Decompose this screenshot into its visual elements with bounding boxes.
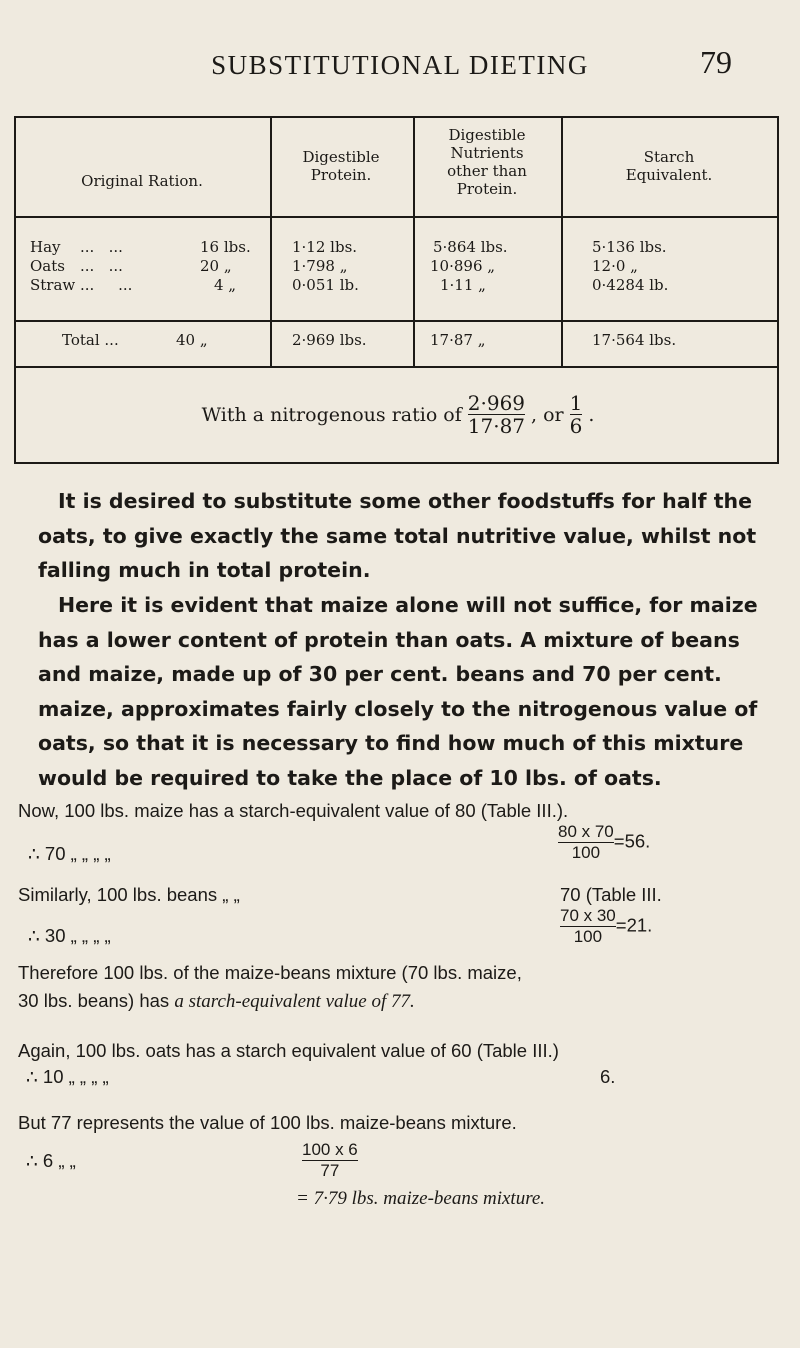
- ratio-numerator-2: 1: [569, 391, 583, 415]
- calc-line-4-result: [560, 906, 652, 947]
- nitrogenous-ratio: [48, 392, 748, 437]
- calc-fraction-2-den: 100: [573, 927, 603, 946]
- col-header-nutrients: Digestible Nutrients other than Protein.: [447, 126, 527, 198]
- row-hay-protein: 1·12 lbs.: [292, 238, 358, 256]
- row-oats-other: 10·896 „: [430, 257, 496, 275]
- col-header-ration: Original Ration.: [81, 172, 203, 190]
- calc-line-8: ∴ 10 „ „ „ „: [26, 1066, 109, 1087]
- calc-line-6-b: a starch-equivalent value of 77.: [174, 991, 415, 1012]
- leader-dots: ... ...: [80, 276, 133, 294]
- row-straw-protein: 0·051 lb.: [292, 276, 359, 294]
- total-protein: 2·969 lbs.: [292, 331, 367, 349]
- calc-line-3: Similarly, 100 lbs. beans „ „: [18, 884, 240, 905]
- calc-fraction-1-value: =56.: [613, 830, 651, 852]
- calc-fraction-3-num: 100 x 6: [302, 1140, 358, 1159]
- total-label: Total ...: [62, 331, 119, 349]
- row-oats-protein: 1·798 „: [292, 257, 348, 275]
- row-straw-qty: 4 „: [214, 276, 237, 294]
- row-straw-name: Straw: [30, 276, 76, 294]
- ratio-prefix: With a nitrogenous ratio of: [201, 403, 462, 426]
- total-qty: 40 „: [176, 331, 208, 349]
- page-number: 79: [700, 44, 732, 80]
- calc-line-4: ∴ 30 „ „ „ „: [28, 925, 111, 946]
- calc-line-10-fraction: [302, 1140, 358, 1181]
- calc-fraction-2-value: =21.: [615, 914, 653, 936]
- calc-fraction-2-num: 70 x 30: [560, 906, 616, 925]
- calc-line-7: Again, 100 lbs. oats has a starch equivalent value of 60 (Table III.): [18, 1040, 559, 1061]
- running-header: SUBSTITUTIONAL DIETING: [211, 50, 589, 80]
- calc-fraction-3: [302, 1140, 358, 1181]
- row-hay-other: 5·864 lbs.: [433, 238, 508, 256]
- ratio-numerator: 2·969: [467, 391, 526, 415]
- calc-line-2: ∴ 70 „ „ „ „: [28, 843, 111, 864]
- leader-dots: ... ...: [80, 257, 123, 275]
- calc-fraction-3-den: 77: [320, 1161, 340, 1180]
- ratio-fraction: [468, 392, 525, 437]
- paragraph-1: It is desired to substitute some other foodstuffs for half the oats, to give exactly the same total nutritive value, whilst not falling much in total protein.: [38, 489, 757, 582]
- row-oats-starch: 12·0 „: [592, 257, 638, 275]
- calc-line-6-a: 30 lbs. beans) has: [18, 990, 175, 1011]
- row-hay-starch: 5·136 lbs.: [592, 238, 667, 256]
- row-oats-name: Oats: [30, 257, 65, 275]
- calc-fraction-1: [558, 822, 614, 863]
- total-starch: 17·564 lbs.: [592, 331, 677, 349]
- total-other: 17·87 „: [430, 331, 486, 349]
- calc-line-5: Therefore 100 lbs. of the maize-beans mixture (70 lbs. maize,: [18, 962, 522, 983]
- paragraph-2: Here it is evident that maize alone will not suffice, for maize has a lower content of protein than oats. A mixture of beans and maize, made up of 30 per cent. beans and 70 per cent. maize, approximates fairly closely to the nitrogenous value of oats, so that it is necessary to find how much of this mixture would be required to take the place of 10 lbs. of oats.: [38, 593, 758, 790]
- calc-line-10: ∴ 6 „ „: [26, 1150, 76, 1171]
- row-hay-qty: 16 lbs.: [200, 238, 251, 256]
- calc-fraction-1-den: 100: [571, 843, 601, 862]
- calc-fraction-2: [560, 906, 616, 947]
- ratio-fraction-simple: [570, 392, 583, 437]
- row-oats-qty: 20 „: [200, 257, 232, 275]
- leader-dots: ... ...: [80, 238, 123, 256]
- calc-line-6: [18, 990, 415, 1013]
- calc-line-3-right: 70 (Table III.: [560, 884, 662, 905]
- row-hay-name: Hay: [30, 238, 61, 256]
- col-header-starch: Starch Equivalent.: [625, 148, 713, 184]
- ratio-denominator: 17·87: [467, 414, 526, 438]
- ratio-suffix: .: [588, 403, 595, 426]
- ratio-mid: , or: [531, 403, 564, 426]
- row-straw-other: 1·11 „: [440, 276, 486, 294]
- calc-line-11: = 7·79 lbs. maize-beans mixture.: [296, 1188, 546, 1209]
- calc-fraction-1-num: 80 x 70: [558, 822, 614, 841]
- calc-line-2-result: [558, 822, 650, 863]
- calc-line-8-right: 6.: [600, 1066, 616, 1087]
- calc-line-1: Now, 100 lbs. maize has a starch-equivalent value of 80 (Table III.).: [18, 800, 569, 821]
- col-header-protein: Digestible Protein.: [302, 148, 380, 184]
- row-straw-starch: 0·4284 lb.: [592, 276, 669, 294]
- ratio-denominator-2: 6: [569, 414, 583, 438]
- calc-line-9: But 77 represents the value of 100 lbs. maize-beans mixture.: [18, 1112, 517, 1133]
